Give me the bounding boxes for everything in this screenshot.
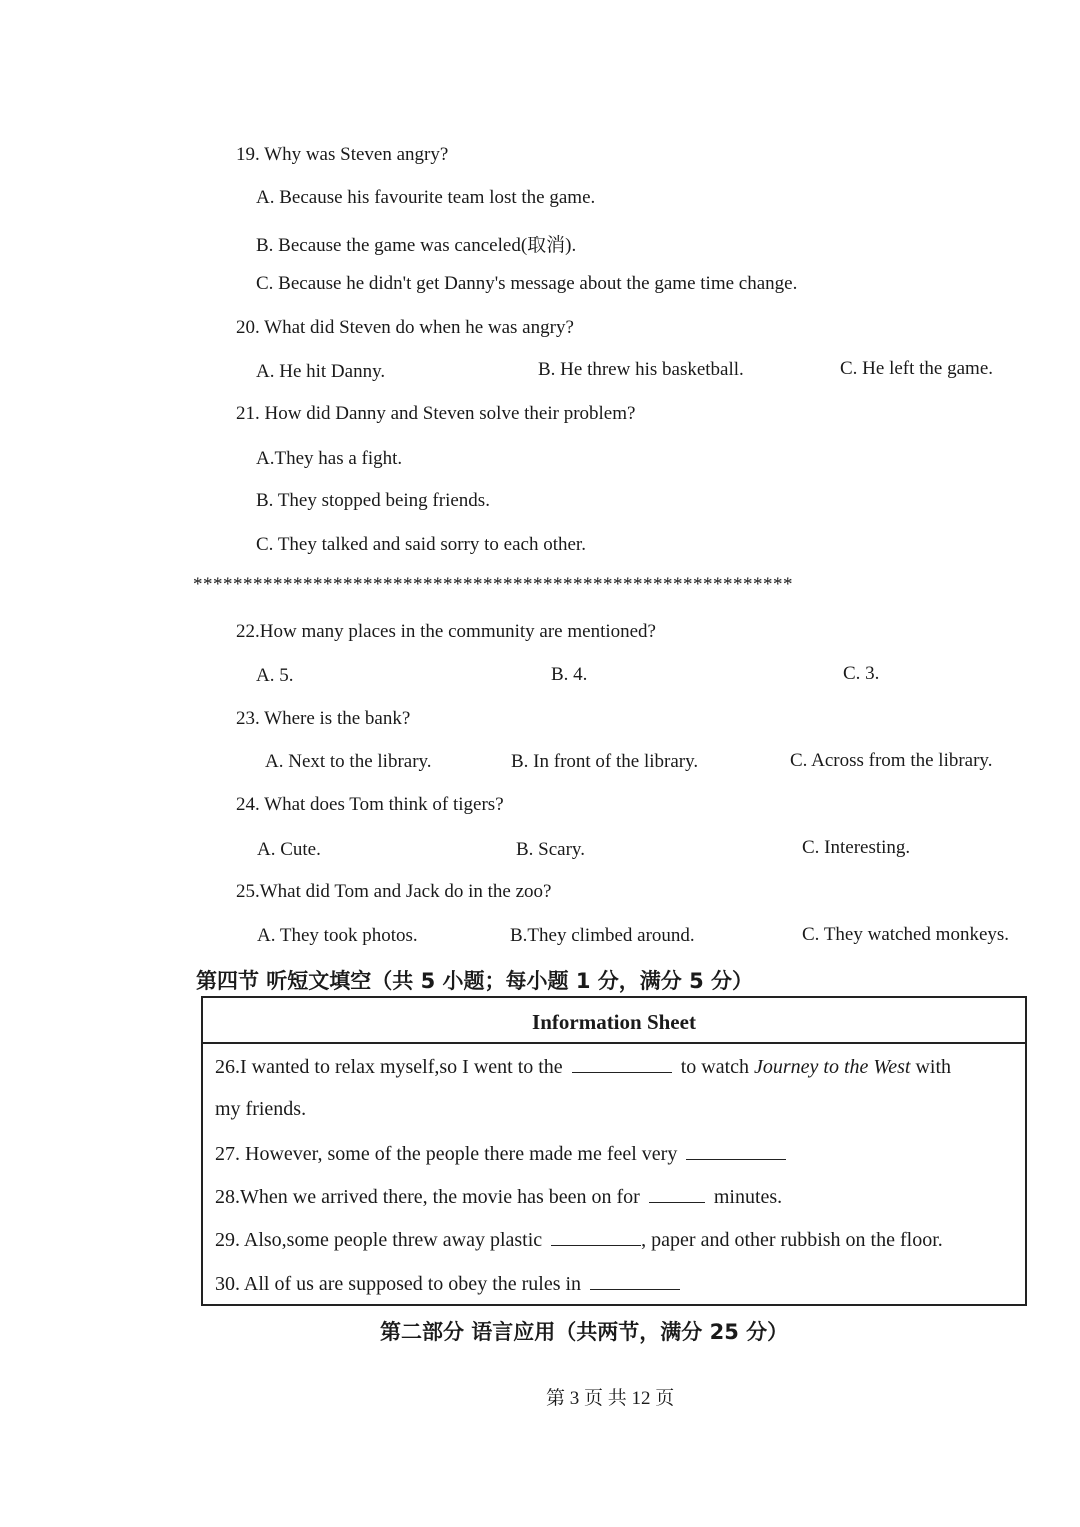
question-22: 22.How many places in the community are mentioned? (236, 621, 656, 642)
information-sheet-table (201, 998, 1027, 1306)
q21-option-c: C. They talked and said sorry to each other. (256, 534, 586, 555)
page-number: 第 3 页 共 12 页 (546, 1388, 675, 1409)
q27-line (215, 1141, 786, 1166)
section4-heading: 第四节 听短文填空（共 5 小题；每小题 1 分，满分 5 分） (196, 969, 754, 993)
q24-option-b: B. Scary. (516, 839, 585, 860)
table-header-divider (201, 1042, 1027, 1044)
q29-line (215, 1227, 943, 1252)
q22-option-c: C. 3. (843, 663, 880, 684)
q23-option-b: B. In front of the library. (511, 751, 699, 772)
q26-line (215, 1054, 951, 1079)
question-19: 19. Why was Steven angry? (236, 144, 449, 165)
q23-option-a: A. Next to the library. (265, 751, 432, 772)
q20-option-c: C. He left the game. (840, 358, 994, 379)
q26-text-mid: to watch (680, 1056, 749, 1078)
q22-option-a: A. 5. (256, 665, 294, 686)
question-25: 25.What did Tom and Jack do in the zoo? (236, 881, 552, 902)
q29-blank[interactable] (551, 1227, 641, 1246)
information-sheet-title: Information Sheet (532, 1010, 696, 1034)
q27-text: 27. However, some of the people there made me feel very (215, 1143, 678, 1165)
q25-option-b: B.They climbed around. (510, 925, 695, 946)
q24-option-c: C. Interesting. (802, 837, 911, 858)
q19-option-b: B. Because the game was canceled(取消). (256, 235, 577, 256)
table-top-border (201, 996, 1027, 998)
question-21: 21. How did Danny and Steven solve their problem? (236, 403, 636, 424)
q20-option-b: B. He threw his basketball. (538, 359, 744, 380)
q28-blank[interactable] (649, 1184, 705, 1203)
q30-text: 30. All of us are supposed to obey the rules in (215, 1273, 582, 1295)
q28-text-post: minutes. (713, 1186, 783, 1208)
part2-heading: 第二部分 语言应用（共两节，满分 25 分） (380, 1320, 789, 1344)
q19-option-c: C. Because he didn't get Danny's message about the game time change. (256, 273, 798, 294)
star-separator: ************************************************************ (193, 574, 793, 595)
question-20: 20. What did Steven do when he was angry? (236, 317, 574, 338)
q26-continuation: my friends. (215, 1098, 307, 1120)
q22-option-b: B. 4. (551, 664, 588, 685)
question-23: 23. Where is the bank? (236, 708, 411, 729)
q21-option-a: A.They has a fight. (256, 448, 403, 469)
q29-text-post: , paper and other rubbish on the floor. (641, 1229, 943, 1251)
q20-option-a: A. He hit Danny. (256, 361, 386, 382)
q29-text-pre: 29. Also,some people threw away plastic (215, 1229, 543, 1251)
q26-blank[interactable] (572, 1054, 672, 1073)
q28-text-pre: 28.When we arrived there, the movie has been on for (215, 1186, 640, 1208)
q30-line (215, 1271, 680, 1296)
q26-text-post: with (915, 1056, 952, 1078)
q26-movie-title: Journey to the West (754, 1056, 911, 1078)
q25-option-c: C. They watched monkeys. (802, 924, 1010, 945)
q19-option-a: A. Because his favourite team lost the game. (256, 187, 596, 208)
question-24: 24. What does Tom think of tigers? (236, 794, 504, 815)
q27-blank[interactable] (686, 1141, 786, 1160)
q25-option-a: A. They took photos. (257, 925, 418, 946)
q28-line (215, 1184, 782, 1209)
q26-text-pre: 26.I wanted to relax myself,so I went to the (215, 1056, 563, 1078)
q24-option-a: A. Cute. (257, 839, 321, 860)
q30-blank[interactable] (590, 1271, 680, 1290)
table-bottom-border (201, 1304, 1027, 1306)
q23-option-c: C. Across from the library. (790, 750, 993, 771)
q21-option-b: B. They stopped being friends. (256, 490, 490, 511)
